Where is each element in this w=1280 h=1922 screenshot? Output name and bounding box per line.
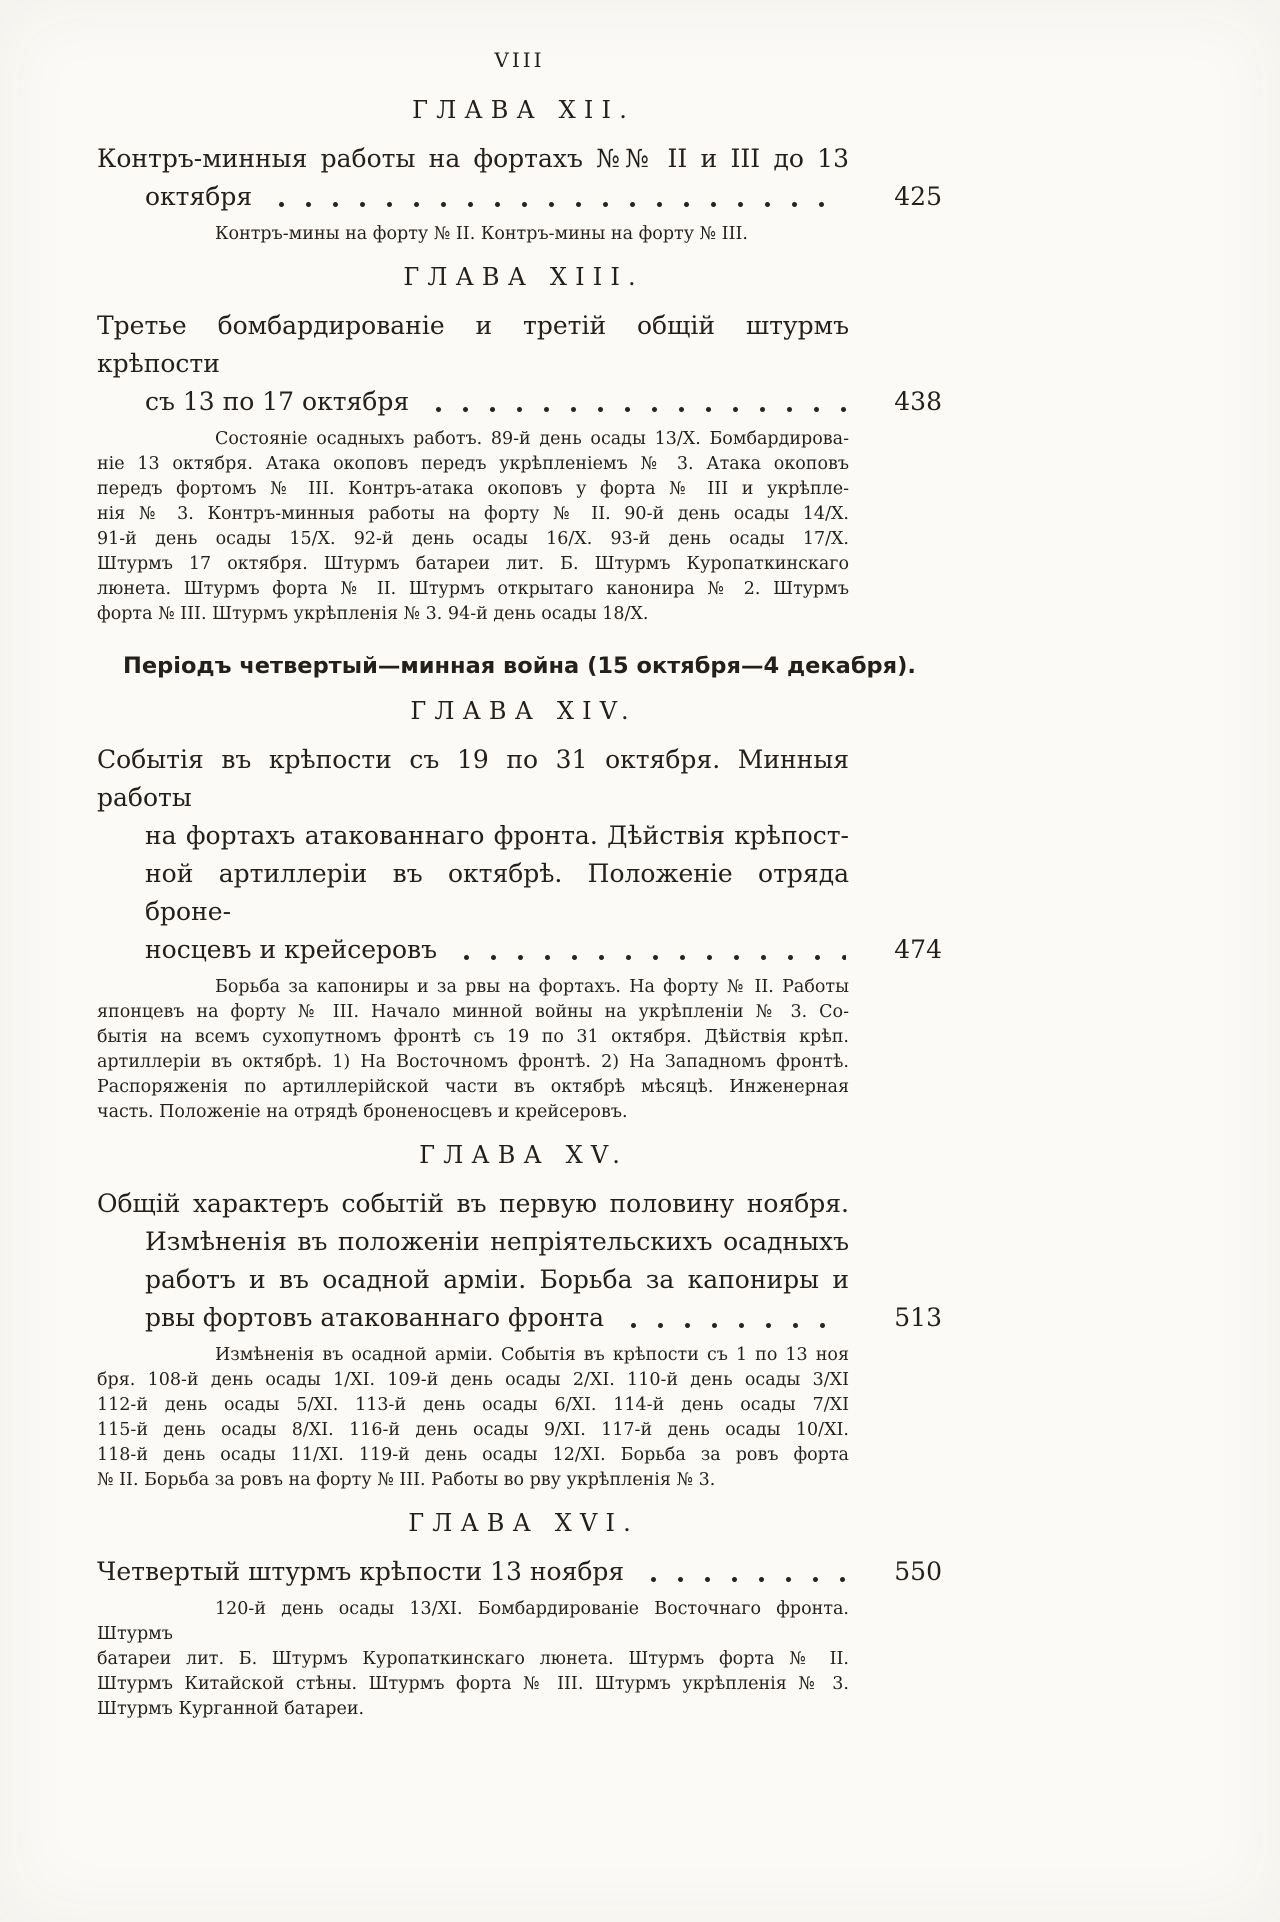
chapter-summary — [97, 427, 849, 627]
chapter-page-number: 550 — [894, 1557, 942, 1586]
chapter-summary-line: ніе 13 октября. Атака окоповъ передъ укрѣпленіемъ № 3. Атака окоповъ — [97, 454, 849, 474]
folio-page-number: VIII — [494, 48, 545, 72]
toc-chapter-entry-15 — [97, 1139, 942, 1493]
chapter-summary-line: Штурмъ 17 октября. Штурмъ батареи лит. Б. Штурмъ Куропаткинскаго — [97, 554, 849, 574]
chapter-title — [97, 1553, 942, 1591]
chapter-summary-line: бря. 108-й день осады 1/XI. 109-й день осады 2/XI. 110-й день осады 3/XI — [97, 1370, 849, 1390]
chapter-summary-line: передъ фортомъ № III. Контръ-атака окоповъ у форта № III и укрѣпле- — [97, 479, 849, 499]
chapter-page-number: 474 — [894, 935, 942, 964]
chapter-title-last-line — [145, 931, 942, 969]
chapter-page-number: 425 — [894, 182, 942, 211]
toc-content — [97, 0, 942, 1722]
chapter-summary — [97, 1343, 849, 1493]
chapter-title-last-line — [145, 1299, 942, 1337]
chapter-summary-line: люнета. Штурмъ форта № II. Штурмъ открытаго канонира № 2. Штурмъ — [97, 579, 849, 599]
chapter-title-text: рвы фортовъ атакованнаго фронта — [145, 1303, 604, 1332]
chapter-title-line: на фортахъ атакованнаго фронта. Дѣйствія крѣпост- — [145, 821, 849, 850]
chapter-summary-line: артиллеріи въ октябрѣ. 1) На Восточномъ фронтѣ. 2) На Западномъ фронтѣ. — [97, 1052, 849, 1072]
chapter-title-last-line — [145, 383, 942, 421]
chapter-summary-line: 120-й день осады 13/XI. Бомбардированіе Восточнаго фронта. Штурмъ — [97, 1599, 849, 1644]
chapter-heading: ГЛАВА XIV. — [410, 697, 637, 725]
chapter-title-line: Контръ-минныя работы на фортахъ №№ II и III до 13 — [97, 144, 849, 173]
chapter-summary-line: № II. Борьба за ровъ на форту № III. Работы во рву укрѣпленія № 3. — [97, 1470, 716, 1490]
chapter-heading: ГЛАВА XIII. — [403, 263, 644, 291]
chapter-summary-line: бытія на всемъ сухопутномъ фронтѣ съ 19 по 31 октября. Дѣйствія крѣп. — [97, 1027, 849, 1047]
chapter-summary-line: японцевъ на форту № III. Начало минной войны на укрѣпленіи № 3. Со- — [97, 1002, 849, 1022]
toc-chapter-entry-13 — [97, 261, 942, 627]
chapter-title — [97, 1185, 942, 1337]
chapter-heading: ГЛАВА XV. — [419, 1141, 628, 1169]
chapter-title-last-line — [145, 178, 942, 216]
chapter-summary-line: Распоряженія по артиллерійской части въ октябрѣ мѣсяцѣ. Инженерная — [97, 1077, 849, 1097]
chapter-summary-line: 112-й день осады 5/XI. 113-й день осады 6/XI. 114-й день осады 7/XI — [97, 1395, 849, 1415]
chapter-page-number: 513 — [894, 1303, 942, 1332]
chapter-summary-line: Штурмъ Китайской стѣны. Штурмъ форта № III. Штурмъ укрѣпленія № 3. — [97, 1674, 849, 1694]
chapter-summary-line: часть. Положеніе на отрядѣ броненосцевъ и крейсеровъ. — [97, 1102, 628, 1122]
chapter-heading: ГЛАВА XII. — [412, 96, 635, 124]
chapter-title-text: октября — [145, 182, 253, 211]
dot-leader — [620, 1322, 846, 1329]
dot-leader — [640, 1576, 846, 1583]
chapter-summary-line: 91-й день осады 15/X. 92-й день осады 16/X. 93-й день осады 17/X. — [97, 529, 849, 549]
toc-chapter-entry-14 — [97, 695, 942, 1125]
chapter-summary — [97, 222, 849, 247]
chapter-summary-line: Штурмъ Курганной батареи. — [97, 1699, 365, 1719]
chapter-title — [97, 307, 942, 421]
chapter-summary-line: 118-й день осады 11/XI. 119-й день осады 12/XI. Борьба за ровъ форта — [97, 1445, 849, 1465]
dot-leader — [268, 201, 846, 208]
dot-leader — [453, 954, 846, 961]
chapter-summary — [97, 975, 849, 1125]
chapter-summary-line: форта № III. Штурмъ укрѣпленія № 3. 94-й день осады 18/X. — [97, 604, 649, 624]
chapter-summary-line: батареи лит. Б. Штурмъ Куропаткинскаго люнета. Штурмъ форта № II. — [97, 1649, 849, 1669]
chapter-summary-line: нія № 3. Контръ-минныя работы на форту № II. 90-й день осады 14/X. — [97, 504, 849, 524]
chapter-summary-line: Борьба за капониры и за рвы на фортахъ. На форту № II. Работы — [215, 977, 849, 997]
chapter-heading: ГЛАВА XVI. — [408, 1509, 639, 1537]
chapter-page-number: 438 — [894, 387, 942, 416]
chapter-summary-line: Состояніе осадныхъ работъ. 89-й день осады 13/X. Бомбардирова- — [215, 429, 849, 449]
chapter-title-line: Общій характеръ событій въ первую половину ноября. — [97, 1189, 849, 1218]
toc-chapter-entry-16 — [97, 1507, 942, 1722]
chapter-summary-line: Измѣненія въ осадной арміи. Событія въ крѣпости съ 1 по 13 ноя — [215, 1345, 849, 1365]
chapter-title-line: Событія въ крѣпости съ 19 по 31 октября. Минныя работы — [97, 745, 849, 812]
toc-chapter-entry-12 — [97, 94, 942, 247]
chapter-title-text: носцевъ и крейсеровъ — [145, 935, 438, 964]
chapter-title-line: работъ и въ осадной арміи. Борьба за капониры и — [145, 1265, 849, 1294]
chapter-title-line: Измѣненія въ положеніи непріятельскихъ осадныхъ — [145, 1227, 849, 1256]
chapter-title-line: ной артиллеріи въ октябрѣ. Положеніе отряда броне- — [145, 859, 849, 926]
dot-leader — [425, 406, 846, 413]
chapter-title-line: Третье бомбардированіе и третій общій штурмъ крѣпости — [97, 311, 849, 378]
chapter-summary — [97, 1597, 849, 1722]
chapter-title — [97, 741, 942, 969]
chapter-title-last-line — [97, 1553, 942, 1591]
chapter-summary-line: Контръ-мины на форту № II. Контръ-мины на форту № III. — [215, 224, 748, 244]
chapter-title — [97, 140, 942, 216]
chapter-summary-line: 115-й день осады 8/XI. 116-й день осады 9/XI. 117-й день осады 10/XI. — [97, 1420, 849, 1440]
period-heading: Періодъ четвертый—минная война (15 октября—4 декабря). — [123, 653, 916, 679]
chapter-title-text: съ 13 по 17 октября — [145, 387, 410, 416]
chapter-title-text: Четвертый штурмъ крѣпости 13 ноября — [97, 1557, 625, 1586]
